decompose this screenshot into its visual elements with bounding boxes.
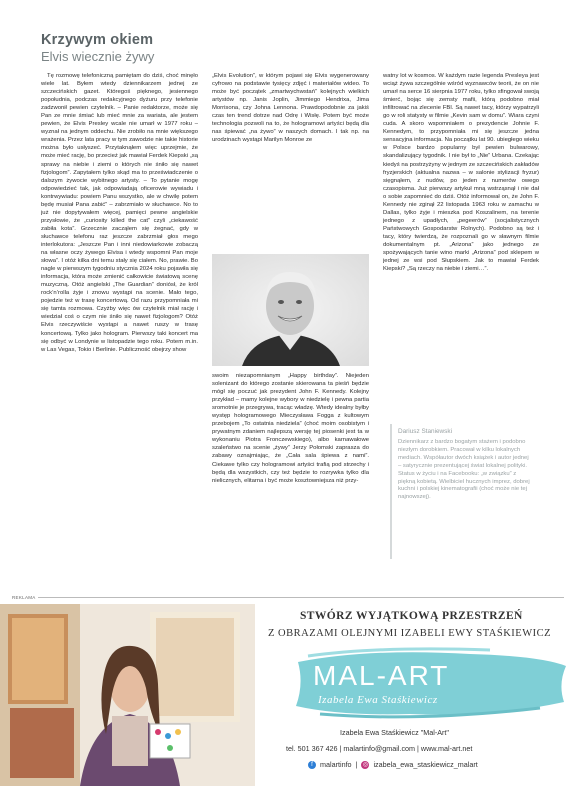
author-portrait bbox=[212, 254, 369, 366]
facebook-handle: malartinfo bbox=[320, 760, 352, 769]
advertisement bbox=[0, 604, 576, 786]
artist-photo bbox=[0, 604, 255, 786]
instagram-handle: izabela_ewa_staskiewicz_malart bbox=[373, 760, 478, 769]
brand-script: Izabela Ewa Staśkiewicz bbox=[318, 694, 438, 706]
paragraph: „Elvis Evolution”, w którym pojawi się Elvis wygenerowany cyfrowo na podstawie tysięcy zdjęć i materiałów wideo. To może być początek „zmartwychwstań” kolejnych wielkich artystów np. Janis Joplin, Jimmiego Hendrixa, Jima Morrisona, czy Johna Lennona. Prawdopodobnie za jakiś czas ten trend dotrze nad Odrę i Wisłę. Potem być może technologia pozwoli na to, że hologramowi artyści będą dla nas śpiewać „na żywo” w naszych domach. I tak np. na urodzinach wystąpi Marilyn Monroe ze bbox=[212, 73, 369, 144]
author-box bbox=[398, 428, 533, 502]
separator: | bbox=[355, 760, 358, 769]
author-divider bbox=[390, 424, 392, 559]
ad-divider bbox=[38, 597, 564, 598]
ad-contact-line: tel. 501 367 426 | malartinfo@gmail.com | www.mal-art.net bbox=[286, 744, 473, 753]
article-subtitle: Elvis wiecznie żywy bbox=[41, 49, 155, 64]
author-bio: Dziennikarz z bardzo bogatym stażem i podobno niezłym dorobkiem. Pracował w kilku lokalnych mediach. Współautor dwóch książek i autor jednej – satyrycznie prezentującej świat lokalnej polityki. Status w życiu i na Facebooku: „w związku” z piękną kobietą. Wielbiciel hucznych imprez, dobrej kuchni i polskiej kinematografii (choć może nie tej najnowszej). bbox=[398, 439, 530, 501]
ad-subheadline: Z OBRAZAMI OLEJNYMI IZABELI EWY STAŚKIEWICZ bbox=[268, 628, 552, 639]
paragraph: swoim niezapomnianym „Happy birthday”. Niejeden solenizant do którego zostanie skierowana ta pieśń będzie mógł się poczuć jak prezydent John F. Kennedy. Kolejny przykład – mamy kolejne wybory w niedzielę i pewna partia sromotnie je przegrywa, tracąc władzę. Wtedy idealny byłby występ hologramowego Mieczysława Fogga z kultowym przebojem „To ostatnia niedziela” (choć moim osobistym i prywatnym zdaniem najlepszą wersję tej piosenki jest ta w wykonaniu Piotra Fronczewskiego), albo karnawałowe szaleństwo na scenie „żywy” Jerzy Połomski zaprasza do zabawy oznajmiając, że „Cała sala śpiewa z nami”. Ciekawe tylko czy hologramowi artyści trafią pod strzechy i będą dla wszystkich, czy też będzie to rozrywka tylko dla nielicznych, elitarna i być może kosztowniejsza niż przy- bbox=[212, 373, 369, 484]
author-name: Dariusz Staniewski bbox=[398, 428, 452, 435]
article-column-3 bbox=[383, 72, 539, 422]
ad-company-name: Izabela Ewa Staśkiewicz "Mal-Art" bbox=[340, 728, 449, 737]
article-column-2-bottom bbox=[212, 372, 369, 582]
paragraph: Tę rozmowę telefoniczną pamiętam do dziś, choć minęło wiele lat. Byłem wtedy dziennikarzem jednej ze szczecińskich gazet. Któregoś pięknego, jesiennego popołudnia, podczas redakcyjnego dyżuru przy telefonie zadzwonił pewien czytelnik. – Panie redaktorze, może się Pan ze mnie śmiać lub mieć mnie za wariata, ale jestem pewien, że Elvis Presley wcale nie umarł w 1977 roku – wyznał na jednym oddechu. Nie zrobiło na mnie większego wrażenia. Przez lata pracy w tym zawodzie nie takie historie można było usłyszeć. Przytaknąłem więc uprzejmie, że może mieć rację, bo przecież jak mawiał Ferdek Kiepski „są sprawy na niebie i ziemi o których nie śniło się nawet fizjologom”. Zapytałem tylko skąd ma to przeświadczenie o dalszym żywocie wybitnego artysty. – To pytanie mogę odpowiedzieć tak, jak odpowiadają oficerowie wywiadu i kontrwywiadu: powiem Panu wszystko, ale w chwilę potem będę musiał Pana zabić” – zabrzmiało w słuchawce. No to już nie dopytywałem więcej, pamięci pewne angielskie przysłowie, że „curiosity killed the cat” czyli „ciekawość zabiła kota”. Grzecznie zacząłem się żegnać, gdy w słuchawce telefonu raz jeszcze zabrzmiał głos mego interlokutora: „Jeszcze Pan i inni niedowiarkowie zobaczą na własne oczy żywego Elvisa i wtedy wspomni Pan moje słowa”. I otóż kilka dni temu stały się ciałem. No, prawie. Bo nagle w pierwszym tygodniu stycznia 2024 roku pojawiła się informacja, która może zmienić całkowicie światową scenę muzyczną. Otóż angielski „The Guardian” doniósł, że król rock’n’rolla żyje i znowu wystąpi na scenie. Mało tego, pojedzie też w trasę koncertową. Od razu przypomniała mi się tamta rozmowa. Czyżby więc ów czytelnik miał rację i wiedział coś o czym nie śniło się nawet fizjologom? Otóż Elvis rzeczywiście wystąpi a nawet ruszy w trasę koncertową. Tylko jako hologram. Pierwszy taki koncert ma się odbyć w Londynie w listopadzie tego roku. Potem m.in. w Las Vegas, Tokio i Berlinie. Publiczność obejrzy show bbox=[41, 73, 198, 353]
article-header bbox=[41, 32, 154, 64]
column-title: Krzywym okiem bbox=[41, 32, 154, 48]
article-column-1 bbox=[41, 72, 198, 584]
ad-social-links bbox=[308, 760, 478, 769]
article-column-2-top bbox=[212, 72, 369, 250]
brand-logo: MAL-ART bbox=[313, 660, 450, 691]
instagram-icon: ◎ bbox=[362, 761, 369, 768]
facebook-icon: f bbox=[308, 761, 316, 769]
ad-label: REKLAMA bbox=[12, 595, 36, 600]
ad-headline: STWÓRZ WYJĄTKOWĄ PRZESTRZEŃ bbox=[300, 610, 523, 622]
paragraph: watny lot w kosmos. W każdym razie legenda Presleya jest wciąż żywa szczególnie wśród wyznawców teorii, że on nie umarł na serce 16 sierpnia 1977 roku, tylko sfingował swoją śmierć, bojąc się zemsty mafii, którą podobno miał infiltrować na zlecenie FBI. Są nawet tacy, którzy wypatrzyli go w roli statysty w filmie „Kevin sam w domu”. Wiara czyni cuda. A skoro wspomniałem o prezydencie Johnie F. Kennedym, to przypomniała mi się jeszcze jedna sensacyjna informacja. Na początku lat 90. ubiegłego wieku w Polsce bardzo popularny był pewien bulwarowy, skandalizujący tygodnik. I nie był to „Nie” Urbana. Czekając kiedyś na postrzyżyny w jednym ze szczecińskich zakładów fryzjerskich (aktualna nazwa – w salonie stylizacji fryzur) sięgnąłem, z nudów, po jeden z numerów owego czasopisma. Już pierwszy artykuł mną wstrząsnął i nie dał o sobie zapomnieć do dziś. Otóż informował on, że John F. Kennedy nie zginął 22 listopada 1963 roku w zamachu w Dallas, tylko żyje i mieszka pod Koszalinem, na terenie jednego z upadłych, „pegeerów” (socjalistycznych Państwowych Gospodarstw Rolnych). Podobno są też i tacy, który twierdzą, że rozpoznali go w sławnym filmie dokumentalnym pt. „Arizona” jako jednego ze spożywających tanie wino marki „Arizona” pod sklepem w jednej ze wsi pod Słupskiem. Jak to mawiał Ferdek Kiepski? „Są rzeczy na niebie i ziemi…”. bbox=[383, 73, 539, 273]
